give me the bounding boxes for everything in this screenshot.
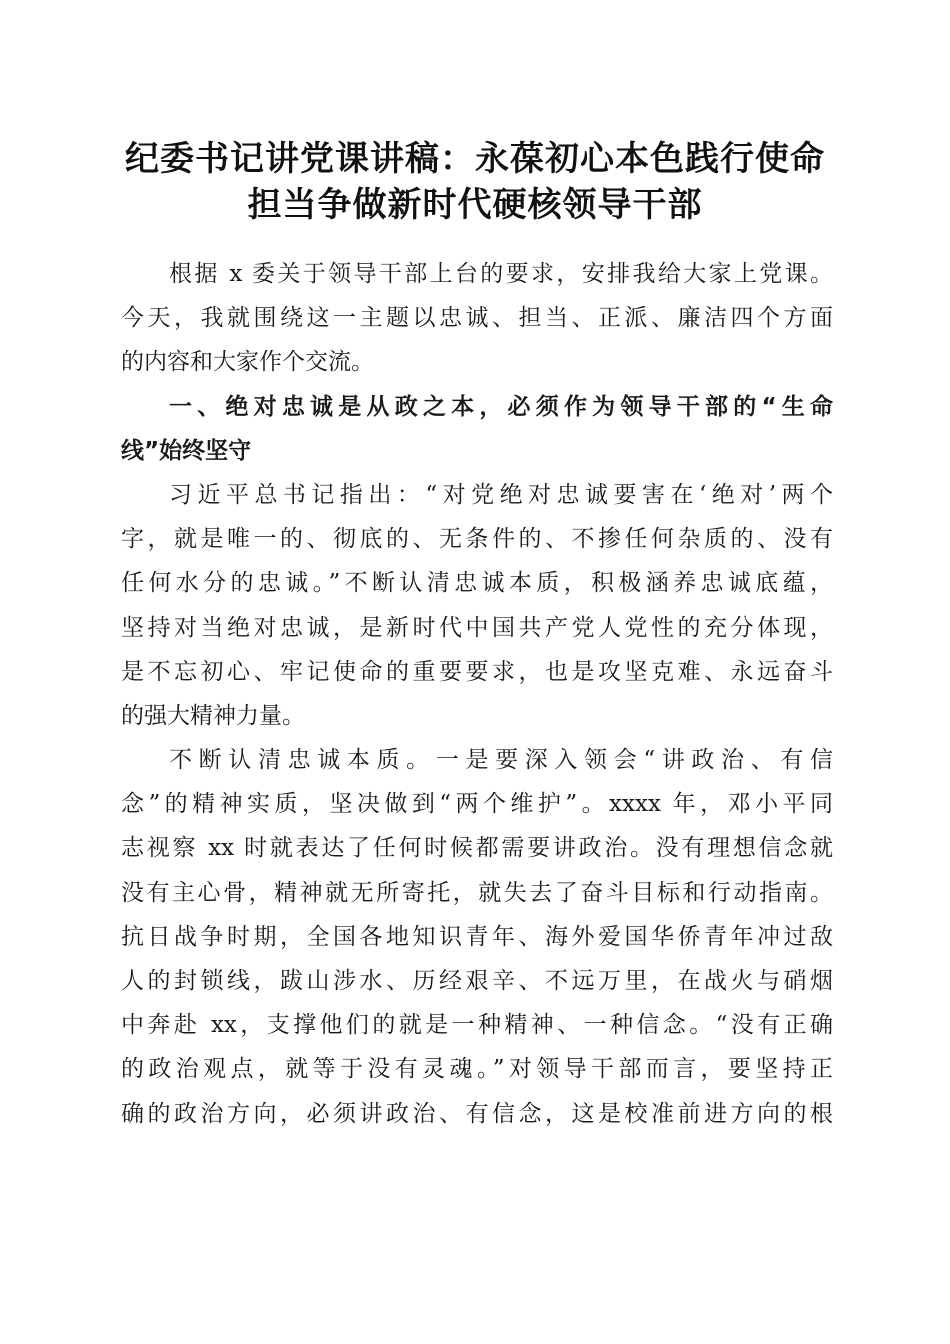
loyalty-paragraph xyxy=(121,738,833,1136)
title-line-1: 纪委书记讲党课讲稿：永葆初心本色践行使命 xyxy=(125,139,825,179)
section-heading-1 xyxy=(121,385,833,473)
paragraph-line: 念”的精神实质，坚决做到“两个维护”。xxxx 年，邓小平同 xyxy=(121,791,833,818)
paragraph-line: 字，就是唯一的、彻底的、无条件的、不掺任何杂质的、没有 xyxy=(121,526,833,553)
paragraph-line: 的内容和大家作个交流。 xyxy=(121,349,374,376)
title-line-2: 担当争做新时代硬核领导干部 xyxy=(247,185,703,225)
paragraph-line: 确的政治方向，必须讲政治、有信念，这是校准前进方向的根 xyxy=(121,1100,833,1127)
paragraph-line: 坚持对当绝对忠诚，是新时代中国共产党人党性的充分体现， xyxy=(121,614,833,641)
intro-paragraph xyxy=(121,252,833,385)
paragraph-line: 没有主心骨，精神就无所寄托，就失去了奋斗目标和行动指南。 xyxy=(121,879,833,906)
paragraph-line: 不断认清忠诚本质。一是要深入领会“讲政治、有信 xyxy=(169,747,833,774)
paragraph-line: 的强大精神力量。 xyxy=(121,702,305,729)
quote-paragraph xyxy=(121,473,833,738)
document-body xyxy=(121,252,833,1136)
heading-line: 一、绝对忠诚是从政之本，必须作为领导干部的“生命 xyxy=(169,393,833,420)
paragraph-line: 志视察 xx 时就表达了任何时候都需要讲政治。没有理想信念就 xyxy=(121,835,833,862)
paragraph-line: 人的封锁线，跋山涉水、历经艰辛、不远万里，在战火与硝烟 xyxy=(121,968,833,994)
paragraph-line: 习近平总书记指出：“对党绝对忠诚要害在‘绝对’两个 xyxy=(169,481,833,508)
heading-line: 线”始终坚守 xyxy=(121,437,252,464)
paragraph-line: 是不忘初心、牢记使命的重要要求，也是攻坚克难、永远奋斗 xyxy=(121,658,833,685)
paragraph-line: 的政治观点，就等于没有灵魂。”对领导干部而言，要坚持正 xyxy=(121,1056,833,1083)
document-title xyxy=(60,136,890,228)
paragraph-line: 任何水分的忠诚。”不断认清忠诚本质，积极涵养忠诚底蕴， xyxy=(121,570,833,597)
paragraph-line: 今天，我就围绕这一主题以忠诚、担当、正派、廉洁四个方面 xyxy=(121,305,833,332)
paragraph-line: 抗日战争时期，全国各地知识青年、海外爱国华侨青年冲过敌 xyxy=(121,923,833,950)
paragraph-line: 根据 x 委关于领导干部上台的要求，安排我给大家上党课。 xyxy=(169,261,833,287)
paragraph-line: 中奔赴 xx，支撑他们的就是一种精神、一种信念。“没有正确 xyxy=(121,1012,833,1039)
